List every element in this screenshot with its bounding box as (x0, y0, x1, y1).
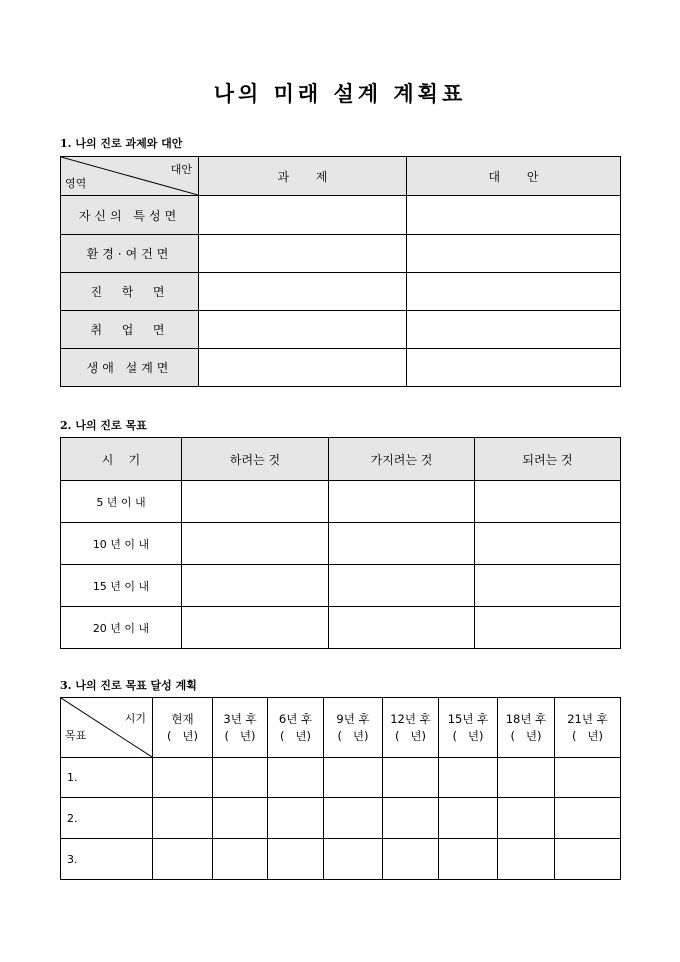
col-header-todo: 하려는 것 (182, 438, 329, 481)
plan-cell[interactable] (153, 839, 213, 880)
col-bottom: ( 년) (279, 728, 312, 743)
col-header-task: 과 제 (199, 157, 407, 196)
plan-cell[interactable] (439, 798, 498, 839)
col-bottom: ( 년) (571, 728, 604, 743)
tasks-table (60, 156, 621, 387)
section3-heading: 3. 나의 진로 목표 달성 계획 (60, 679, 197, 692)
plan-cell[interactable] (498, 839, 555, 880)
section1-heading: 1. 나의 진로 과제와 대안 (60, 137, 183, 150)
plan-cell[interactable] (439, 839, 498, 880)
task-cell[interactable] (199, 235, 407, 273)
col-top: 15년 후 (447, 711, 489, 726)
col-top: 3년 후 (223, 711, 257, 726)
plan-cell[interactable] (268, 839, 324, 880)
plan-cell[interactable] (498, 758, 555, 798)
col-top: 6년 후 (278, 711, 313, 726)
goal-number: 1. (61, 758, 153, 798)
alternative-cell[interactable] (407, 235, 621, 273)
section2-heading: 2. 나의 진로 목표 (60, 419, 147, 432)
plan-cell[interactable] (268, 798, 324, 839)
col-top: 21년 후 (567, 711, 608, 726)
period-label: 15 년 이 내 (61, 565, 182, 607)
task-cell[interactable] (199, 196, 407, 235)
page-title: 나의 미래 설계 계획표 (213, 81, 467, 106)
goal-cell[interactable] (329, 607, 475, 649)
goal-cell[interactable] (182, 565, 329, 607)
col-bottom: ( 년) (166, 728, 199, 743)
corner-label-area: 영역 (65, 177, 87, 190)
plan-col-header (153, 698, 213, 758)
row-label: 생애 설계면 (61, 349, 199, 387)
alternative-cell[interactable] (407, 273, 621, 311)
alternative-cell[interactable] (407, 311, 621, 349)
col-header-period: 시 기 (61, 438, 182, 481)
plan-col-header (555, 698, 621, 758)
plan-cell[interactable] (439, 758, 498, 798)
task-cell[interactable] (199, 311, 407, 349)
goal-cell[interactable] (182, 481, 329, 523)
corner-label-goal: 목표 (65, 729, 87, 742)
alternative-cell[interactable] (407, 349, 621, 387)
goals-table (60, 437, 621, 649)
plan-cell[interactable] (555, 798, 621, 839)
col-top: 18년 후 (505, 711, 547, 726)
col-header-toget: 가지려는 것 (329, 438, 475, 481)
goal-cell[interactable] (475, 481, 621, 523)
col-bottom: ( 년) (337, 728, 369, 743)
plan-cell[interactable] (324, 839, 383, 880)
col-bottom: ( 년) (452, 728, 484, 743)
plan-cell[interactable] (213, 798, 268, 839)
plan-corner-cell (61, 698, 153, 758)
task-cell[interactable] (199, 349, 407, 387)
corner-label-alt: 대안 (170, 163, 192, 176)
col-bottom: ( 년) (224, 728, 256, 743)
goal-cell[interactable] (329, 565, 475, 607)
col-header-tobe: 되려는 것 (475, 438, 621, 481)
plan-table (60, 697, 621, 880)
col-top: 9년 후 (336, 711, 370, 726)
col-header-alternative: 대 안 (407, 157, 621, 196)
col-bottom: ( 년) (510, 728, 542, 743)
goal-number: 3. (61, 839, 153, 880)
plan-col-header (268, 698, 324, 758)
task-cell[interactable] (199, 273, 407, 311)
plan-col-header (498, 698, 555, 758)
goal-cell[interactable] (329, 523, 475, 565)
row-label: 진 학 면 (61, 273, 199, 311)
goal-cell[interactable] (182, 523, 329, 565)
row-label: 자신의 특성면 (61, 196, 199, 235)
plan-cell[interactable] (153, 758, 213, 798)
plan-col-header (439, 698, 498, 758)
corner-label-period: 시기 (124, 712, 146, 725)
col-top: 현재 (171, 711, 194, 726)
plan-cell[interactable] (213, 839, 268, 880)
goal-cell[interactable] (475, 523, 621, 565)
alternative-cell[interactable] (407, 196, 621, 235)
goal-number: 2. (61, 798, 153, 839)
plan-cell[interactable] (324, 758, 383, 798)
period-label: 10 년 이 내 (61, 523, 182, 565)
plan-cell[interactable] (213, 758, 268, 798)
plan-cell[interactable] (153, 798, 213, 839)
goal-cell[interactable] (475, 565, 621, 607)
plan-col-header (324, 698, 383, 758)
plan-cell[interactable] (383, 839, 439, 880)
period-label: 20 년 이 내 (61, 607, 182, 649)
period-label: 5 년 이 내 (61, 481, 182, 523)
plan-cell[interactable] (268, 758, 324, 798)
tasks-corner-cell (61, 157, 199, 196)
goal-cell[interactable] (475, 607, 621, 649)
plan-col-header (213, 698, 268, 758)
col-bottom: ( 년) (394, 728, 427, 743)
plan-cell[interactable] (555, 839, 621, 880)
plan-cell[interactable] (383, 758, 439, 798)
col-top: 12년 후 (390, 711, 431, 726)
row-label: 취 업 면 (61, 311, 199, 349)
plan-cell[interactable] (498, 798, 555, 839)
goal-cell[interactable] (182, 607, 329, 649)
plan-cell[interactable] (383, 798, 439, 839)
plan-cell[interactable] (555, 758, 621, 798)
goal-cell[interactable] (329, 481, 475, 523)
plan-cell[interactable] (324, 798, 383, 839)
plan-col-header (383, 698, 439, 758)
row-label: 환경·여건면 (61, 235, 199, 273)
